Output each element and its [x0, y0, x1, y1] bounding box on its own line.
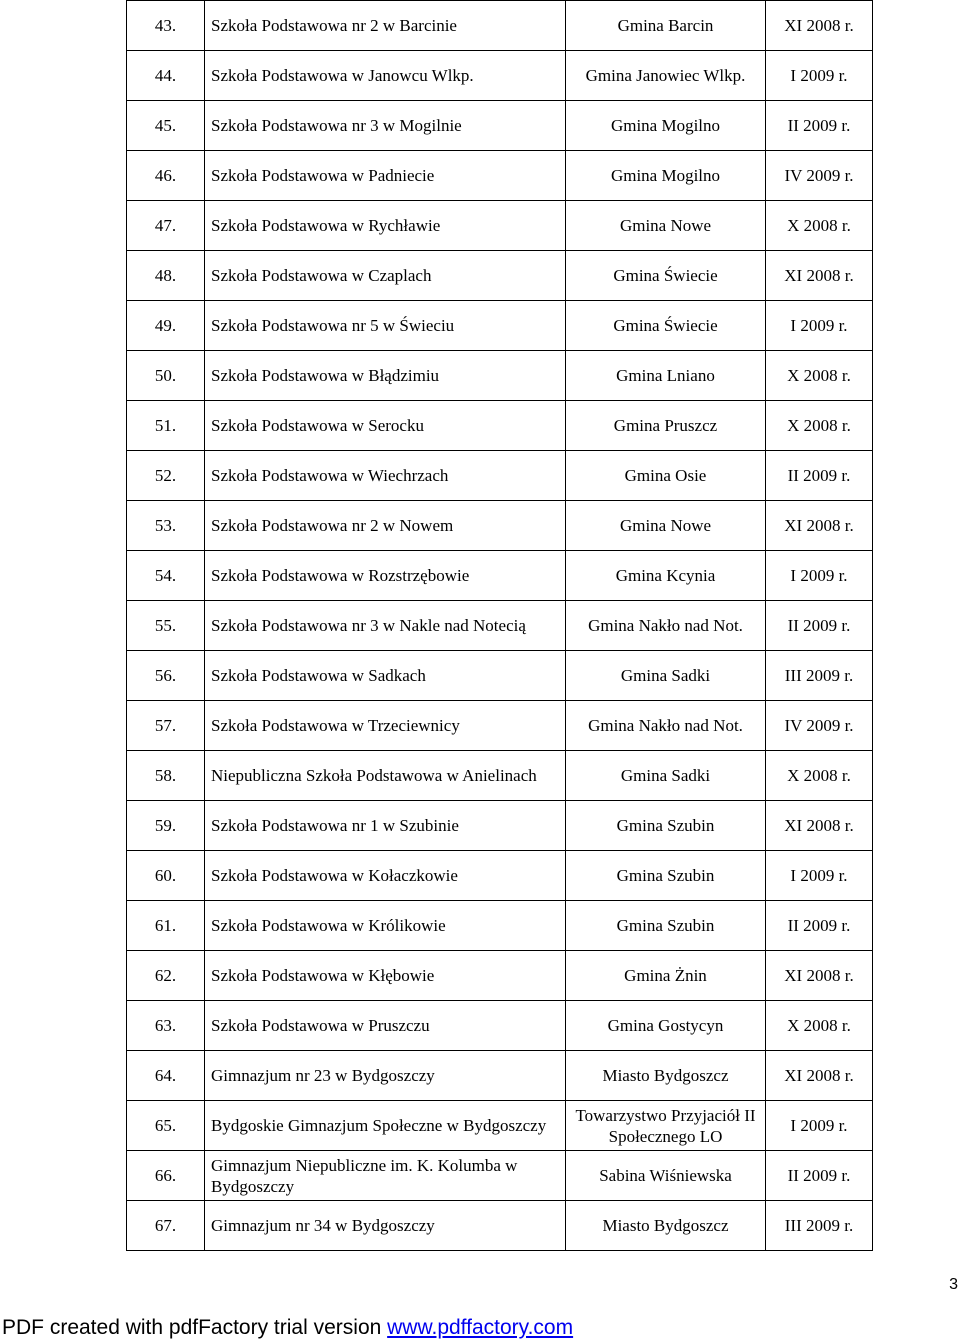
school-name-cell: Szkoła Podstawowa w Kłębowie	[205, 951, 566, 1001]
accession-date-cell: III 2009 r.	[766, 1201, 873, 1251]
row-number-cell: 48.	[127, 251, 205, 301]
accession-date-cell: X 2008 r.	[766, 351, 873, 401]
gmina-name-cell: Towarzystwo Przyjaciół II Społecznego LO	[566, 1101, 766, 1151]
school-name-cell: Szkoła Podstawowa w Kołaczkowie	[205, 851, 566, 901]
table-row	[127, 1, 873, 51]
gmina-name-cell: Gmina Kcynia	[566, 551, 766, 601]
gmina-name-cell: Gmina Szubin	[566, 851, 766, 901]
row-number-cell: 45.	[127, 101, 205, 151]
accession-date-cell: XI 2008 r.	[766, 1051, 873, 1101]
gmina-name-cell: Gmina Nowe	[566, 201, 766, 251]
school-name-cell: Szkoła Podstawowa w Błądzimiu	[205, 351, 566, 401]
table-row	[127, 651, 873, 701]
school-name-cell: Szkoła Podstawowa nr 2 w Barcinie	[205, 1, 566, 51]
school-name-cell: Gimnazjum nr 34 w Bydgoszczy	[205, 1201, 566, 1251]
gmina-name-cell: Gmina Nowe	[566, 501, 766, 551]
accession-date-cell: III 2009 r.	[766, 651, 873, 701]
page-number: 3	[949, 1276, 958, 1293]
row-number-cell: 66.	[127, 1151, 205, 1201]
table-row	[127, 951, 873, 1001]
table-row	[127, 451, 873, 501]
table-row	[127, 401, 873, 451]
row-number-cell: 49.	[127, 301, 205, 351]
school-name-cell: Szkoła Podstawowa w Czaplach	[205, 251, 566, 301]
row-number-cell: 53.	[127, 501, 205, 551]
accession-date-cell: XI 2008 r.	[766, 1, 873, 51]
gmina-name-cell: Miasto Bydgoszcz	[566, 1051, 766, 1101]
table-row	[127, 1001, 873, 1051]
school-name-cell: Szkoła Podstawowa w Trzeciewnicy	[205, 701, 566, 751]
accession-date-cell: XI 2008 r.	[766, 951, 873, 1001]
accession-date-cell: I 2009 r.	[766, 1101, 873, 1151]
table-row	[127, 301, 873, 351]
accession-date-cell: X 2008 r.	[766, 751, 873, 801]
school-name-cell: Szkoła Podstawowa w Wiechrzach	[205, 451, 566, 501]
accession-date-cell: II 2009 r.	[766, 1151, 873, 1201]
school-name-cell: Szkoła Podstawowa nr 5 w Świeciu	[205, 301, 566, 351]
gmina-name-cell: Gmina Barcin	[566, 1, 766, 51]
table-row	[127, 901, 873, 951]
school-name-cell: Szkoła Podstawowa nr 1 w Szubinie	[205, 801, 566, 851]
table-row	[127, 1201, 873, 1251]
gmina-name-cell: Gmina Pruszcz	[566, 401, 766, 451]
accession-date-cell: II 2009 r.	[766, 901, 873, 951]
table-row	[127, 601, 873, 651]
gmina-name-cell: Gmina Sadki	[566, 651, 766, 701]
table-row	[127, 1051, 873, 1101]
gmina-name-cell: Gmina Mogilno	[566, 101, 766, 151]
school-name-cell: Gimnazjum nr 23 w Bydgoszczy	[205, 1051, 566, 1101]
school-name-cell: Szkoła Podstawowa w Rozstrzębowie	[205, 551, 566, 601]
row-number-cell: 61.	[127, 901, 205, 951]
table-row	[127, 201, 873, 251]
school-name-cell: Szkoła Podstawowa nr 3 w Mogilnie	[205, 101, 566, 151]
gmina-name-cell: Gmina Mogilno	[566, 151, 766, 201]
row-number-cell: 58.	[127, 751, 205, 801]
gmina-name-cell: Gmina Szubin	[566, 901, 766, 951]
gmina-name-cell: Miasto Bydgoszcz	[566, 1201, 766, 1251]
school-name-cell: Niepubliczna Szkoła Podstawowa w Anielinach	[205, 751, 566, 801]
row-number-cell: 59.	[127, 801, 205, 851]
school-name-cell: Szkoła Podstawowa w Sadkach	[205, 651, 566, 701]
row-number-cell: 43.	[127, 1, 205, 51]
row-number-cell: 67.	[127, 1201, 205, 1251]
accession-date-cell: I 2009 r.	[766, 551, 873, 601]
school-name-cell: Bydgoskie Gimnazjum Społeczne w Bydgoszczy	[205, 1101, 566, 1151]
table-row	[127, 1151, 873, 1201]
accession-date-cell: I 2009 r.	[766, 301, 873, 351]
row-number-cell: 51.	[127, 401, 205, 451]
school-name-cell: Szkoła Podstawowa w Janowcu Wlkp.	[205, 51, 566, 101]
pdffactory-link[interactable]: www.pdffactory.com	[387, 1316, 574, 1339]
row-number-cell: 63.	[127, 1001, 205, 1051]
table-row	[127, 701, 873, 751]
gmina-name-cell: Gmina Szubin	[566, 801, 766, 851]
accession-date-cell: IV 2009 r.	[766, 151, 873, 201]
pdf-footer-text: PDF created with pdfFactory trial version	[2, 1316, 388, 1339]
table-row	[127, 551, 873, 601]
school-name-cell: Szkoła Podstawowa nr 3 w Nakle nad Notecią	[205, 601, 566, 651]
row-number-cell: 62.	[127, 951, 205, 1001]
accession-date-cell: XI 2008 r.	[766, 501, 873, 551]
row-number-cell: 46.	[127, 151, 205, 201]
accession-date-cell: XI 2008 r.	[766, 251, 873, 301]
table-row	[127, 1101, 873, 1151]
gmina-name-cell: Gmina Świecie	[566, 251, 766, 301]
row-number-cell: 55.	[127, 601, 205, 651]
gmina-name-cell: Gmina Żnin	[566, 951, 766, 1001]
row-number-cell: 47.	[127, 201, 205, 251]
row-number-cell: 57.	[127, 701, 205, 751]
table-row	[127, 251, 873, 301]
gmina-name-cell: Gmina Świecie	[566, 301, 766, 351]
accession-date-cell: X 2008 r.	[766, 1001, 873, 1051]
accession-date-cell: II 2009 r.	[766, 601, 873, 651]
table-row	[127, 501, 873, 551]
row-number-cell: 64.	[127, 1051, 205, 1101]
row-number-cell: 65.	[127, 1101, 205, 1151]
schools-table	[126, 0, 873, 1251]
school-name-cell: Szkoła Podstawowa w Serocku	[205, 401, 566, 451]
school-name-cell: Gimnazjum Niepubliczne im. K. Kolumba w Bydgoszczy	[205, 1151, 566, 1201]
gmina-name-cell: Sabina Wiśniewska	[566, 1151, 766, 1201]
gmina-name-cell: Gmina Sadki	[566, 751, 766, 801]
row-number-cell: 60.	[127, 851, 205, 901]
gmina-name-cell: Gmina Lniano	[566, 351, 766, 401]
table-row	[127, 351, 873, 401]
accession-date-cell: I 2009 r.	[766, 51, 873, 101]
accession-date-cell: IV 2009 r.	[766, 701, 873, 751]
table-row	[127, 51, 873, 101]
table-row	[127, 851, 873, 901]
row-number-cell: 50.	[127, 351, 205, 401]
gmina-name-cell: Gmina Nakło nad Not.	[566, 701, 766, 751]
table-row	[127, 801, 873, 851]
gmina-name-cell: Gmina Osie	[566, 451, 766, 501]
schools-table-body	[127, 1, 873, 1251]
accession-date-cell: X 2008 r.	[766, 401, 873, 451]
accession-date-cell: I 2009 r.	[766, 851, 873, 901]
accession-date-cell: II 2009 r.	[766, 451, 873, 501]
school-name-cell: Szkoła Podstawowa w Rychławie	[205, 201, 566, 251]
accession-date-cell: X 2008 r.	[766, 201, 873, 251]
row-number-cell: 44.	[127, 51, 205, 101]
row-number-cell: 54.	[127, 551, 205, 601]
gmina-name-cell: Gmina Gostycyn	[566, 1001, 766, 1051]
accession-date-cell: II 2009 r.	[766, 101, 873, 151]
school-name-cell: Szkoła Podstawowa w Pruszczu	[205, 1001, 566, 1051]
gmina-name-cell: Gmina Nakło nad Not.	[566, 601, 766, 651]
table-row	[127, 101, 873, 151]
table-row	[127, 751, 873, 801]
table-row	[127, 151, 873, 201]
school-name-cell: Szkoła Podstawowa nr 2 w Nowem	[205, 501, 566, 551]
row-number-cell: 52.	[127, 451, 205, 501]
gmina-name-cell: Gmina Janowiec Wlkp.	[566, 51, 766, 101]
pdf-footer	[2, 1316, 573, 1340]
school-name-cell: Szkoła Podstawowa w Padniecie	[205, 151, 566, 201]
school-name-cell: Szkoła Podstawowa w Królikowie	[205, 901, 566, 951]
accession-date-cell: XI 2008 r.	[766, 801, 873, 851]
row-number-cell: 56.	[127, 651, 205, 701]
